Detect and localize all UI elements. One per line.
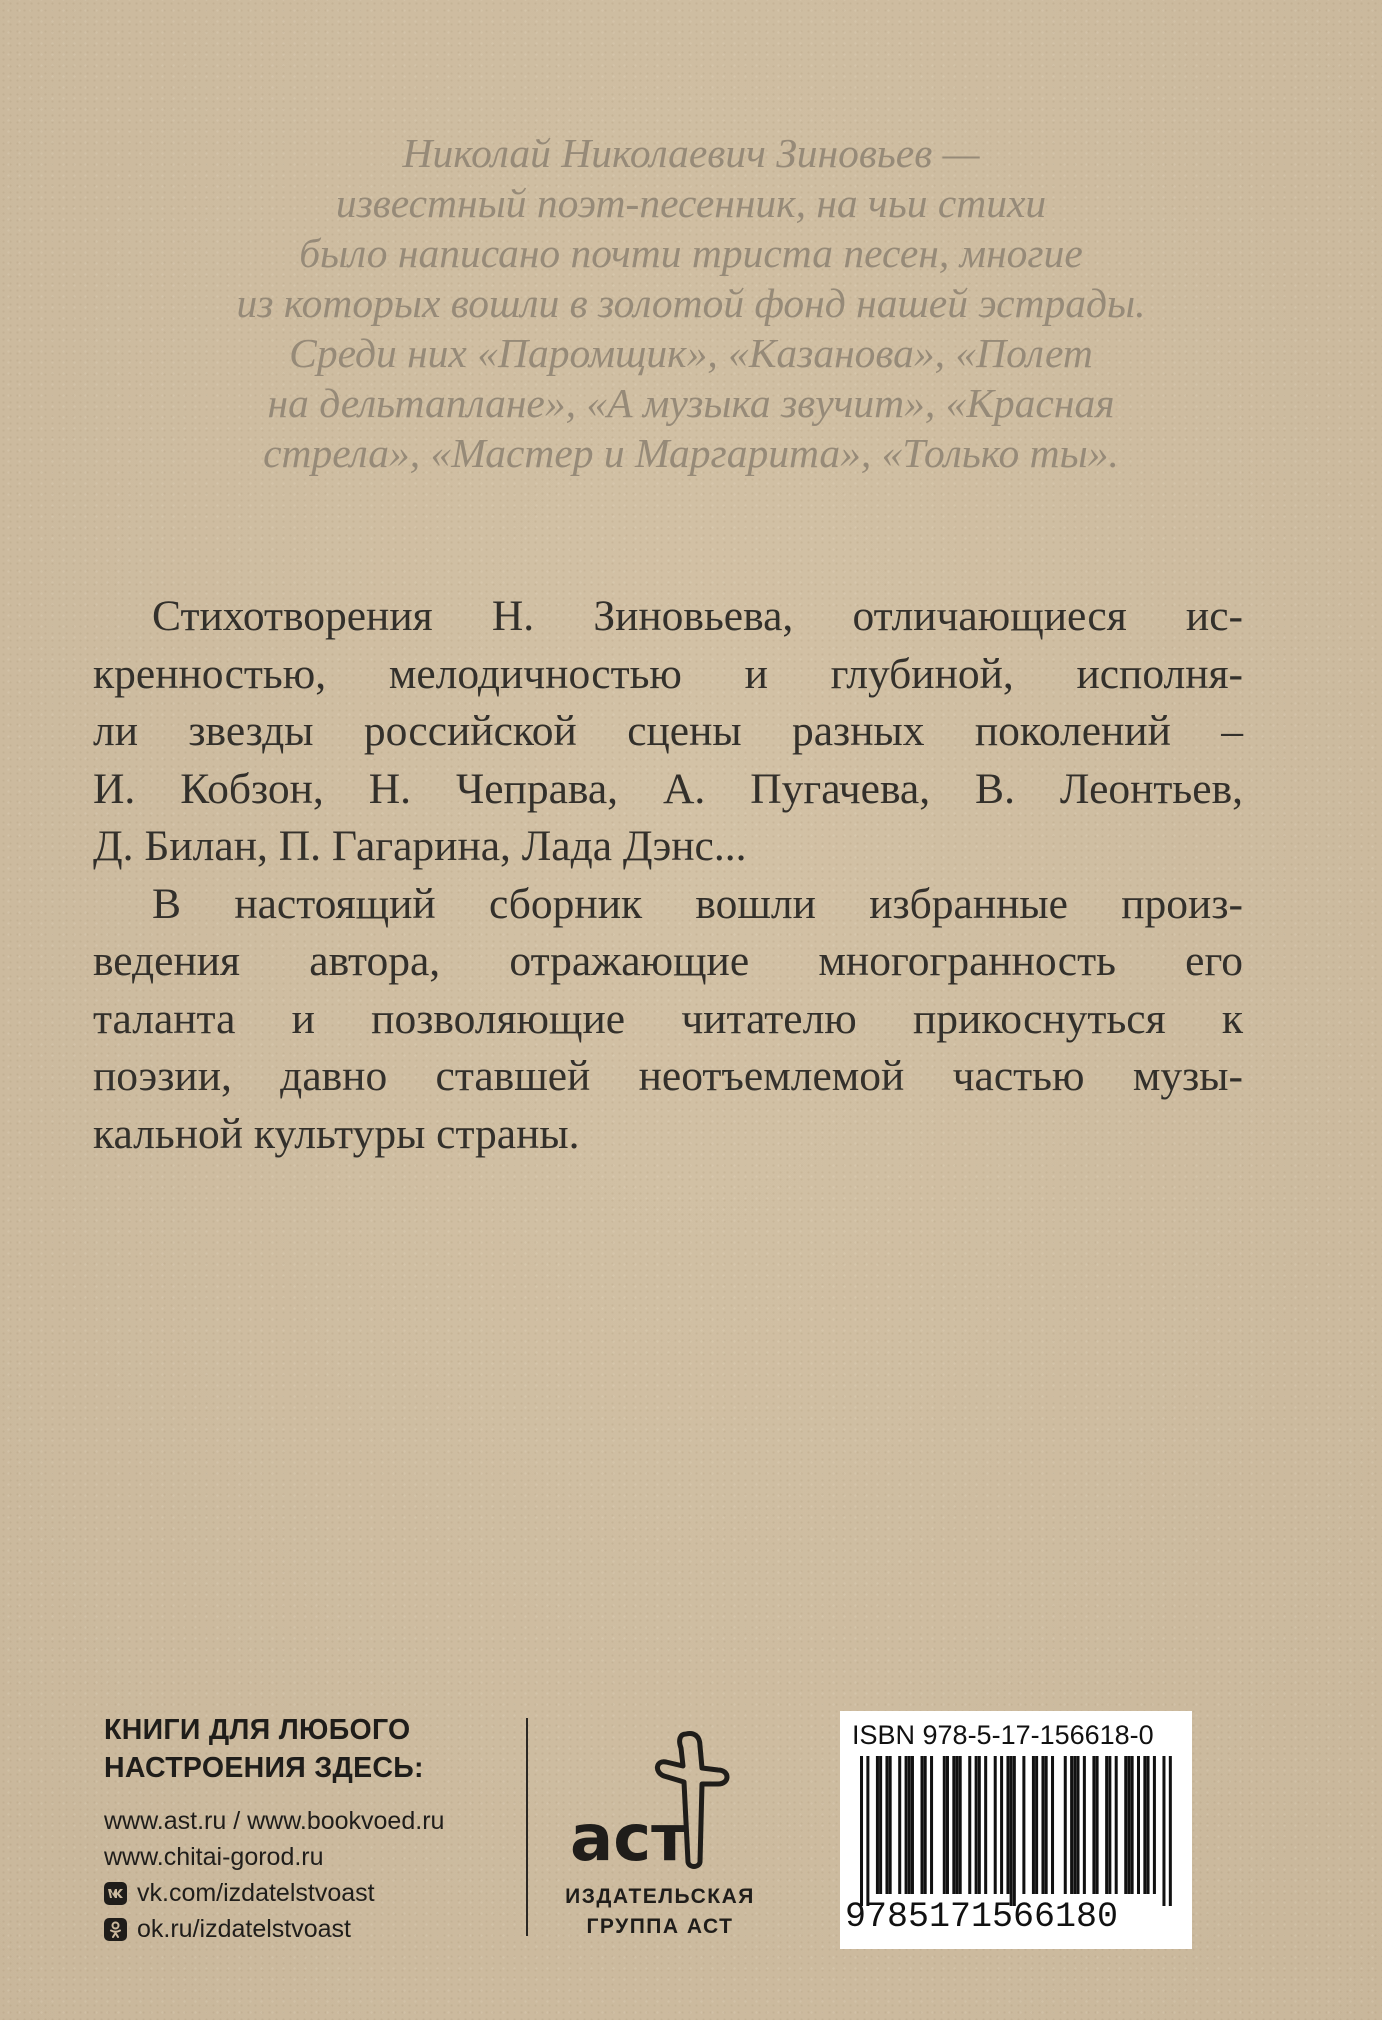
barcode-bar (1131, 1756, 1134, 1894)
ok-link[interactable] (104, 1911, 444, 1947)
barcode-bar (978, 1756, 981, 1894)
vk-link[interactable] (104, 1875, 444, 1911)
barcode-bar (1105, 1756, 1108, 1894)
promo-heading-line: КНИГИ ДЛЯ ЛЮБОГО (104, 1714, 411, 1746)
barcode-bar (1070, 1756, 1073, 1894)
barcode-bar (1169, 1756, 1172, 1906)
barcode-bar (1083, 1756, 1086, 1894)
website-link[interactable]: www.ast.ru / www.bookvoed.ru (104, 1807, 445, 1835)
description-line: поэзии, давно ставшей неотъемлемой частью музы- (93, 1052, 1243, 1100)
barcode-bar (1147, 1756, 1150, 1894)
vk-icon (104, 1882, 127, 1905)
barcode-bar (1013, 1756, 1016, 1906)
barcode-bar (866, 1756, 869, 1906)
barcode-bar (1000, 1756, 1003, 1894)
footer-divider (526, 1718, 528, 1936)
barcode-bar (943, 1756, 946, 1894)
barcode-bar (1045, 1756, 1048, 1894)
isbn-number: ISBN 978-5-17-156618-0 (852, 1720, 1154, 1750)
annotation-line: было написано почти триста песен, многие (299, 230, 1083, 276)
promo-block (104, 1711, 444, 1947)
ast-logo-text: аст (570, 1802, 689, 1872)
barcode-bar (876, 1756, 879, 1894)
barcode-bar (968, 1756, 971, 1894)
ast-logo-icon (568, 1722, 768, 1872)
barcode-bar (1032, 1756, 1035, 1894)
barcode-bar (1108, 1756, 1111, 1894)
barcode-bar (984, 1756, 987, 1894)
barcode-bar (1127, 1756, 1130, 1894)
barcode-bar (1153, 1756, 1156, 1894)
barcode-bar (946, 1756, 949, 1894)
publisher-line: ГРУППА АСТ (586, 1915, 734, 1938)
barcode-bar (1051, 1756, 1054, 1894)
description-line: кренностью, мелодичностью и глубиной, исполня- (93, 649, 1243, 698)
barcode-bar (975, 1756, 978, 1894)
barcode-bar (952, 1756, 955, 1894)
barcode-bar (1096, 1756, 1099, 1894)
description-line: Д. Билан, П. Гагарина, Лада Дэнс... (93, 822, 747, 870)
barcode-digits: 9785171566180 (845, 1897, 1119, 1937)
ok-link-text: ok.ru/izdatelstvoast (137, 1914, 351, 1943)
website-link[interactable]: www.chitai-gorod.ru (104, 1843, 324, 1871)
publisher-name (560, 1882, 760, 1942)
barcode-bar (1115, 1756, 1118, 1894)
barcode-bar (1022, 1756, 1025, 1894)
promo-heading (104, 1711, 444, 1787)
annotation-block (140, 128, 1242, 478)
barcode-bar (860, 1756, 863, 1906)
annotation-line: из которых вошли в золотой фонд нашей эстрады. (236, 280, 1146, 326)
odnoklassniki-icon (104, 1918, 127, 1941)
barcode-bar (924, 1756, 927, 1894)
barcode-bar (1006, 1756, 1009, 1894)
barcode-bar (1124, 1756, 1127, 1894)
publisher-line: ИЗДАТЕЛЬСКАЯ (565, 1885, 755, 1908)
barcode-bar (879, 1756, 882, 1894)
description-line: ли звезды российской сцены разных поколений – (93, 707, 1243, 755)
barcode-bar (1162, 1756, 1165, 1906)
vk-link-text: vk.com/izdatelstvoast (137, 1878, 375, 1907)
barcode-bar (1076, 1756, 1079, 1894)
barcode-bar (930, 1756, 933, 1894)
barcode-bar (994, 1756, 997, 1894)
barcode-bar (1137, 1756, 1140, 1894)
annotation-line: известный поэт-песенник, на чьи стихи (335, 180, 1047, 226)
description-line: ведения автора, отражающие многогранность его (93, 937, 1243, 985)
description-line: кальной культуры страны. (93, 1109, 580, 1158)
barcode-bar (908, 1756, 911, 1894)
barcode-icon (860, 1756, 1172, 1906)
barcode-bar (1143, 1756, 1146, 1894)
barcode-bar (1010, 1756, 1013, 1906)
ast-logo (560, 1722, 770, 1942)
barcode-bar (911, 1756, 914, 1894)
barcode-bar (898, 1756, 901, 1894)
annotation-line: Среди них «Паромщик», «Казанова», «Полет (289, 330, 1093, 376)
promo-heading-line: НАСТРОЕНИЯ ЗДЕСЬ: (104, 1752, 424, 1784)
annotation-line: стрела», «Мастер и Маргарита», «Только ты». (263, 430, 1119, 476)
barcode-bar (959, 1756, 962, 1894)
isbn-barcode-block (840, 1711, 1192, 1949)
barcode-bar (885, 1756, 888, 1894)
description-line: В настоящий сборник вошли избранные произ- (152, 879, 1243, 928)
barcode-bar (920, 1756, 923, 1894)
description-line: И. Кобзон, Н. Чеправа, А. Пугачева, В. Леонтьев, (93, 764, 1243, 813)
barcode-bar (956, 1756, 959, 1894)
barcode-bar (1064, 1756, 1067, 1894)
annotation-line: на дельтаплане», «А музыка звучит», «Красная (267, 380, 1115, 426)
barcode-bar (889, 1756, 892, 1894)
barcode-bar (1041, 1756, 1044, 1894)
description-line: Стихотворения Н. Зиновьева, отличающиеся ис- (152, 592, 1243, 640)
description-text (93, 588, 1243, 1163)
barcode-bar (1073, 1756, 1076, 1894)
barcode-bar (1035, 1756, 1038, 1894)
description-line: таланта и позволяющие читателю прикоснуться к (93, 994, 1243, 1043)
barcode-bar (905, 1756, 908, 1894)
barcode-bar (1092, 1756, 1095, 1894)
annotation-line: Николай Николаевич Зиновьев — (402, 130, 980, 176)
